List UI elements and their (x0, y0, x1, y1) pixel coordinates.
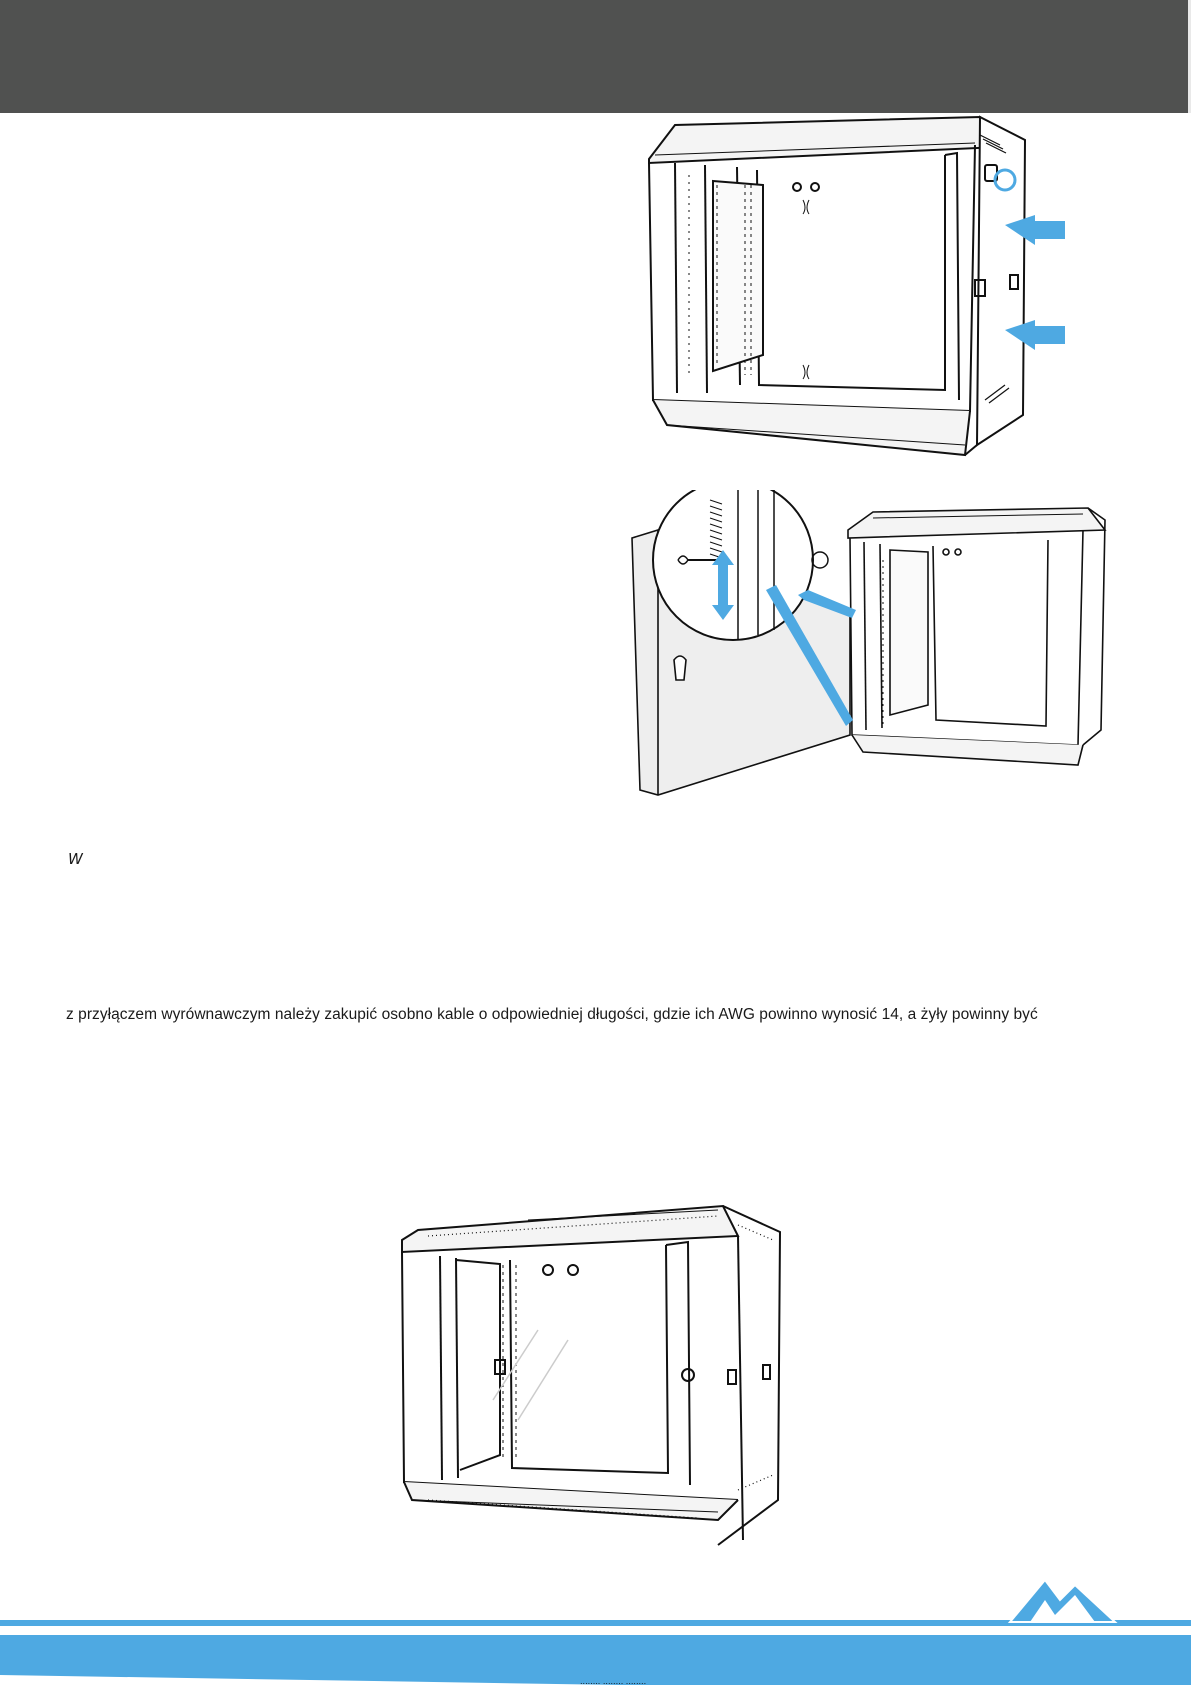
stray-fragment: W (68, 850, 83, 868)
cabinet-with-arrows-icon (645, 115, 1065, 470)
header-bar (0, 0, 1191, 113)
cabinet-open-door-zoom-icon (628, 490, 1118, 800)
cabinet-front-icon (398, 1200, 788, 1560)
figure-assembled-cabinet (398, 1200, 788, 1560)
figure-door-hinge (628, 490, 1118, 800)
footer-cut-text: ........ ........ ........ (580, 1677, 647, 1686)
figure-side-panel (645, 115, 1065, 470)
footer-graphic (0, 1525, 1191, 1685)
footer (0, 1525, 1191, 1685)
paragraph-line: z przyłączem wyrównawczym należy zakupić osobno kable o odpowiedniej długości, gdzie ich AWG powinno wynosić 14, a żyły powinny być (66, 1006, 1038, 1023)
mountain-logo-icon (1010, 1580, 1115, 1622)
